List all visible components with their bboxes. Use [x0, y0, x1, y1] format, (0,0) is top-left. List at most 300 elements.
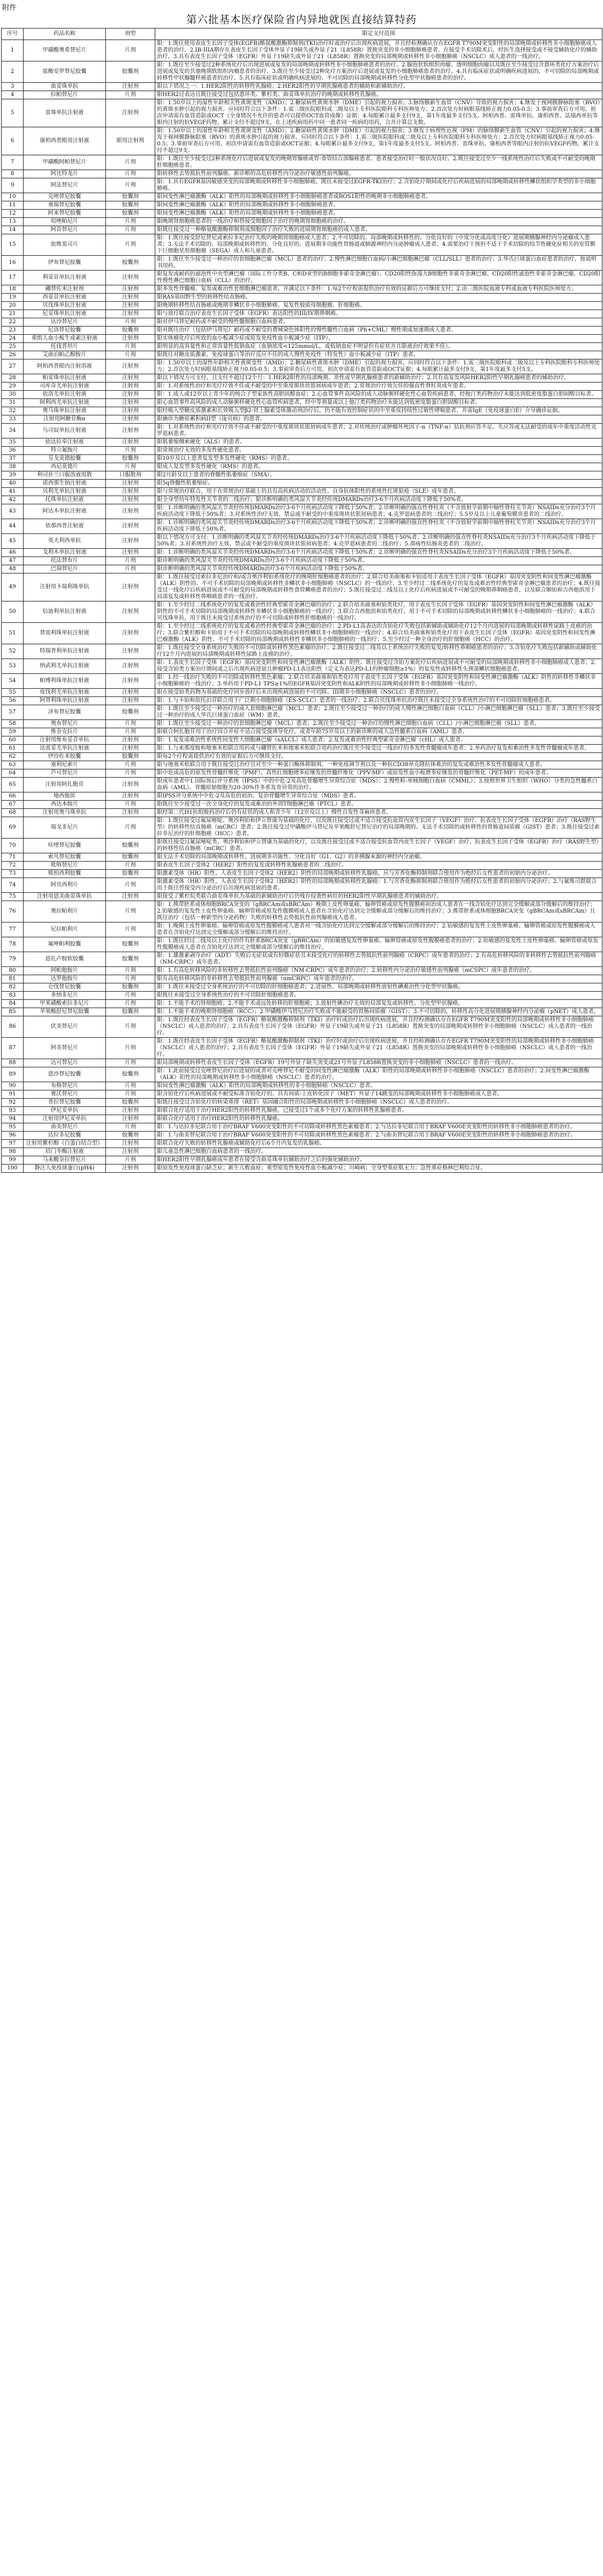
table-row — [2, 310, 602, 318]
dosage-form: 注射剂 — [106, 480, 155, 488]
payment-scope: 限晚期转移性结直肠癌或晚期非鳞状非小细胞肺癌、复发性胶质母细胞瘤、肝细胞癌。 — [155, 302, 602, 310]
dosage-form: 胶囊剂 — [106, 327, 155, 335]
row-number: 57 — [2, 705, 24, 720]
payment-scope: 限多发性骨髓瘤、复发或难治性套细胞淋巴瘤患者，并满足以下条件：1.每2个疗程需提供治疗有效的证据后方可继续支付；2.由三级医院血液专科或血液专科医院医师处方。 — [155, 285, 602, 294]
row-number: 40 — [2, 480, 24, 488]
dosage-form: 注射剂 — [106, 644, 155, 659]
table-row — [2, 519, 602, 534]
table-row — [2, 975, 602, 983]
dosage-form: 注射剂 — [106, 893, 155, 901]
drug-name: 哌柏西利胶囊 — [24, 870, 106, 878]
table-row — [2, 967, 602, 975]
payment-scope: 限：1.复发或难治性系统性间变性大细胞淋巴瘤（sALCL）成人患者；2.复发或难治性经典型霍奇金淋巴瘤（cHL）成人患者。 — [155, 736, 602, 745]
dosage-form: 注射剂 — [106, 374, 155, 383]
dosage-form: 注射剂 — [106, 294, 155, 302]
dosage-form: 注射剂 — [106, 549, 155, 557]
row-number: 52 — [2, 644, 24, 659]
dosage-form: 片剂 — [106, 878, 155, 893]
row-number: 83 — [2, 992, 24, 1000]
dosage-form: 片剂 — [106, 565, 155, 573]
payment-scope: 限既往未接受过全身系统性治疗的不可切除肝细胞癌患者。 — [155, 992, 602, 1000]
dosage-form: 注射剂 — [106, 391, 155, 399]
payment-scope: 限以下情况之一：1.HER2阳性的转移性乳腺癌；2.HER2阳性的早期乳腺癌患者的辅助和新辅助治疗。 — [155, 83, 602, 91]
row-number: 81 — [2, 975, 24, 983]
table-row — [2, 983, 602, 992]
table-row — [2, 1016, 602, 1038]
drug-name: 乌司奴单抗注射液 — [24, 424, 106, 438]
table-row — [2, 736, 602, 745]
payment-scope: 限：1.既往至少接受过2种系统化疗后出现进展或复发的局部晚期或转移性非小细胞肺癌患者的治疗。2.腺泡状软组织肉瘤、透明细胞肉瘤以及既往至少接受过含蒽环类化疗方案治疗后进展或复发的其他晚期软组织肉瘤患者的治疗。3.既往至少接受过2种化疗方案治疗后进展或复发的小细胞肺癌患者的治疗。4.具有临床症状或明确疾病进展的、不可切除的局部晚期或转移性甲状腺髓样癌患者的治疗。5.具有临床症状或明确疾病进展的、不可切除的局部晚期或转移性分化型甲状腺癌患者的治疗。 — [155, 61, 602, 83]
payment-scope: 限经吸入型糖皮质激素和长效吸入型β2-肾上腺素受体激动剂治疗后，仍不能有效控制症状的中至重度持续性过敏性哮喘患者，并需IgE（免疫球蛋白E）介导确诊证据。 — [155, 407, 602, 415]
payment-scope: 限：1.既往经表皮生长因子受体（EGFR）酪氨酸激酶抑制剂（TKI）治疗时或治疗后出现疾病进展，并且经检测确认存在EGFR T790M突变阳性的局部晚期或转移性非小细胞肺癌（NSCLC）成人患者的治疗；2.具有表皮生长因子受体（EGFR）外显子19缺失或外显子21（L858R）置换突变的局部晚期或转移性非小细胞肺癌（NSCLC）成人患者的一线治疗。 — [155, 1038, 602, 1059]
payment-scope: 限联合化疗适用于治疗HER2阳性的转移性乳腺癌，已接受过1个或多个化疗方案的转移性乳腺癌患者。 — [155, 1107, 602, 1115]
drug-name: 西尼莫德片 — [24, 463, 106, 471]
row-number: 66 — [2, 792, 24, 801]
table-row — [2, 294, 602, 302]
row-number: 46 — [2, 549, 24, 557]
table-row — [2, 1165, 602, 1173]
table-row — [2, 674, 602, 689]
row-number: 92 — [2, 1099, 24, 1107]
payment-scope: 限：1.诊断明确的类风湿关节炎经传统DMARDs治疗3-6个月疾病活动度下降低于50%者；2.诊断明确的强直性脊柱炎（不含放射学前期中轴性脊柱关节炎）NSAIDs充分治疗3个月疾病活动度下降低于50%者；3.对系统性治疗无效、禁忌或不耐受的中重度斑块状银屑病患者；4.克罗恩病患者的二线治疗；5.5岁及以上儿童葡萄膜炎患者的二线治疗。 — [155, 504, 602, 519]
drug-name: 静注人免疫球蛋白(pH4) — [24, 1165, 106, 1173]
row-number: 31 — [2, 399, 24, 407]
dosage-form: 眼用注射剂 — [106, 127, 155, 155]
dosage-form: 注射剂 — [106, 504, 155, 519]
table-row — [2, 178, 602, 193]
payment-scope: 限：1.既往经表皮生长因子受体（EGFR）酪氨酸激酶抑制剂（TKI）治疗时或治疗后出现疾病进展，并且经检测确认存在EGFR T790M突变阳性的局部晚期或转移性非小细胞肺癌（NSCLC）成人患者的治疗；2.具有表皮生长因子受体（EGFR）外显子19缺失或外显子21（L858R）置换突变的局部晚期或转移性非小细胞肺癌（NSCLC）成人患者的一线治疗。 — [155, 1016, 602, 1038]
table-row — [2, 480, 602, 488]
row-number: 70 — [2, 839, 24, 853]
drug-name: 注射用阿糖苷酶α — [24, 415, 106, 424]
table-row — [2, 644, 602, 659]
row-number: 86 — [2, 1016, 24, 1038]
dosage-form: 胶囊剂 — [106, 853, 155, 862]
table-row — [2, 438, 602, 447]
table-row — [2, 1059, 602, 1067]
table-row — [2, 391, 602, 399]
drug-name: 恩沙替尼胶囊 — [24, 1067, 106, 1082]
table-row — [2, 937, 602, 952]
row-number: 53 — [2, 659, 24, 674]
drug-name: 度伐利尤单抗注射液 — [24, 689, 106, 697]
row-number: 30 — [2, 391, 24, 399]
dosage-form: 片剂 — [106, 923, 155, 937]
dosage-form: 注射剂 — [106, 424, 155, 438]
dosage-form: 胶囊剂 — [106, 839, 155, 853]
table-row — [2, 769, 602, 778]
drug-name: 甲磺酸阿帕替尼片 — [24, 155, 106, 170]
drug-name: 培唑帕尼片 — [24, 218, 106, 226]
drug-name: 利妥昔单抗注射液 — [24, 271, 106, 285]
drug-name: 替雷利珠单抗注射液 — [24, 623, 106, 644]
payment-scope: 限：1.与卡铂和依托泊苷联合用于广泛期小细胞肺癌（ES-SCLC）患者的一线治疗；2.联合贝伐珠单抗治疗既往未接受过全身系统性治疗的不可切除肝细胞癌患者。 — [155, 697, 602, 705]
dosage-form: 注射剂 — [106, 399, 155, 407]
payment-scope: 限联合化疗适用于治疗HER2阳性的转移性乳腺癌。 — [155, 1115, 602, 1123]
payment-scope: 限：1.既往至少接受过一种治疗的成人套细胞淋巴瘤（MCL）患者；2.既往至少接受过一种治疗的成人慢性淋巴细胞白血病（CLL）/小淋巴细胞淋巴瘤（SLL）患者；3.既往至少接受过一种治疗的成人华氏巨球蛋白血症（WM）患者。 — [155, 705, 602, 720]
payment-scope: 限：1.既往至少接受过一种治疗的套细胞淋巴瘤（MCL）患者的治疗；2.慢性淋巴细胞白血病/小淋巴细胞淋巴瘤（CLL/SLL）患者的治疗；3.华氏巨球蛋白血症患者的治疗，按说明书用药。 — [155, 256, 602, 271]
table-row — [2, 659, 602, 674]
row-number: 85 — [2, 1008, 24, 1016]
payment-scope: 限间变性淋巴瘤激酶（ALK）阳性的局部晚期或转移性非小细胞肺癌患者。 — [155, 210, 602, 218]
dosage-form: 注射剂 — [106, 778, 155, 792]
dosage-form: 片剂 — [106, 1038, 155, 1059]
row-number: 71 — [2, 853, 24, 862]
drug-name: 康柏西普眼用注射液 — [24, 127, 106, 155]
drug-name: 阿柏西普眼内注射溶液 — [24, 359, 106, 374]
drug-name: 甲苯磺酸索拉非尼片 — [24, 1000, 106, 1008]
payment-scope: 限接受了紫杉烷类联合曲妥珠单抗为基础的新辅助治疗后仍残存侵袭性病灶的HER2阳性早期乳腺癌患者的辅助治疗。 — [155, 893, 602, 901]
row-number: 96 — [2, 1132, 24, 1140]
dosage-form: 注射剂 — [106, 302, 155, 310]
drug-name: 阿比特龙片 — [24, 170, 106, 178]
payment-scope: 限：1.对系统性治疗和光疗疗效不佳或不耐受的中至重度斑块状银屑病成年患者；2.常规治疗疗效欠佳的强直性脊柱炎成年患者。 — [155, 383, 602, 391]
payment-scope: 限每2个疗程需提供治疗有效的证据后方可继续支付。 — [155, 753, 602, 761]
drug-name: 伊布替尼胶囊 — [24, 256, 106, 271]
table-row — [2, 226, 602, 234]
drug-name: 地西他滨 — [24, 792, 106, 801]
dosage-form: 片剂 — [106, 720, 155, 728]
dosage-form: 口服散剂 — [106, 471, 155, 480]
drug-name: 依维莫司片 — [24, 234, 106, 256]
row-number: 9 — [2, 178, 24, 193]
payment-scope: 限既往至少接受过一次全身化疗的复发或难治的外周T细胞淋巴瘤（PTCL）患者。 — [155, 801, 602, 809]
table-row — [2, 862, 602, 870]
table-row — [2, 471, 602, 480]
drug-name: 帕博利珠单抗注射液 — [24, 674, 106, 689]
dosage-form: 注射剂 — [106, 1165, 155, 1173]
drug-name: 阿替利珠单抗注射液 — [24, 697, 106, 705]
drug-name: 戈利木单抗注射液 — [24, 549, 106, 557]
row-number: 73 — [2, 870, 24, 878]
payment-scope: 限5q脊髓性肌萎缩症。 — [155, 480, 602, 488]
dosage-form: 注射剂 — [106, 697, 155, 705]
row-number: 27 — [2, 359, 24, 374]
table-row — [2, 565, 602, 573]
dosage-form: 注射剂 — [106, 792, 155, 801]
payment-scope: 限联合化疗失败的转移性乳腺癌或辅助化疗后6个月内复发的乳腺癌。 — [155, 1140, 602, 1148]
payment-scope: 限：1.晚期上皮性卵巢癌、输卵管癌或原发性腹膜癌成人患者对一线含铂化疗达到完全缓解或部分缓解后的维持治疗；2.铂敏感的复发性上皮性卵巢癌、输卵管癌或原发性腹膜癌成人患者在含铂化疗达到完全缓解或部分缓解后的维持治疗。 — [155, 923, 602, 937]
dosage-form: 片剂 — [106, 557, 155, 565]
dosage-form: 注射剂 — [106, 534, 155, 549]
row-number: 76 — [2, 901, 24, 923]
table-row — [2, 407, 602, 415]
row-number: 29 — [2, 383, 24, 391]
drug-name: 奥拉帕利片 — [24, 901, 106, 923]
table-row — [2, 557, 602, 565]
drug-name: 特瑞普利单抗注射液 — [24, 644, 106, 659]
table-row — [2, 463, 602, 471]
row-number: 3 — [2, 83, 24, 91]
dosage-form: 胶囊剂 — [106, 61, 155, 83]
row-number: 61 — [2, 745, 24, 753]
payment-scope: 限HER2阳性早期乳腺癌成年患者在接受含曲妥珠单抗辅助治疗之后的强化辅助治疗。 — [155, 1156, 602, 1165]
row-number: 24 — [2, 335, 24, 343]
dosage-form: 片剂 — [106, 1059, 155, 1067]
drug-table — [1, 28, 602, 1173]
payment-scope: 限HER2过表达且既往接受过包括蒽环类、紫杉类、曲妥珠单抗治疗的晚期或转移性乳腺癌。 — [155, 91, 602, 99]
row-number: 25 — [2, 343, 24, 351]
payment-scope: 限以下情况方可支付，且支付不超过12个月：1.HER2阳性的局部晚期、炎性或早期乳腺癌患者的新辅助治疗；2.具有高复发风险HER2阳性早期乳腺癌患者的辅助治疗。 — [155, 374, 602, 383]
row-number: 1 — [2, 40, 24, 61]
payment-scope: 限诊断明确的类风湿关节炎经传统DMARDs治疗3-6个月疾病活动度下降低于50%者。 — [155, 565, 602, 573]
row-number: 67 — [2, 801, 24, 809]
payment-scope: 限激素受体（HR）阳性、人表皮生长因子受体2（HER2）阴性的局部晚期或转移性乳腺癌：1.与芳香化酶抑制剂联合使用作为绝经后女性患者的初始内分泌治疗；2.与氟维司群联合用于既往曾接受内分泌治疗后出现疾病进展的患者。 — [155, 878, 602, 893]
drug-name: 注射用卡瑞利珠单抗 — [24, 573, 106, 601]
row-number: 34 — [2, 424, 24, 438]
drug-name: 阿贝西利片 — [24, 878, 106, 893]
dosage-form: 注射剂 — [106, 659, 155, 674]
row-number: 17 — [2, 271, 24, 285]
drug-name: 雷珠单抗注射液 — [24, 99, 106, 127]
payment-scope: 限对既往治疗（包括伊马替尼）耐药或不耐受的费城染色体阳性的慢性髓性白血病（Ph+CML）慢性期或加速期成人患者。 — [155, 327, 602, 335]
dosage-form: 注射剂 — [106, 601, 155, 623]
row-number: 43 — [2, 504, 24, 519]
row-number: 16 — [2, 256, 24, 271]
drug-name: 阿美替尼片 — [24, 1038, 106, 1059]
drug-name: 奥马珠单抗注射液 — [24, 407, 106, 415]
dosage-form: 胶囊剂 — [106, 201, 155, 210]
table-row — [2, 853, 602, 862]
row-number: 22 — [2, 318, 24, 327]
dosage-form: 注射剂 — [106, 1115, 155, 1123]
table-row — [2, 351, 602, 359]
row-number: 78 — [2, 937, 24, 952]
drug-name: 硼替佐米注射剂 — [24, 285, 106, 294]
drug-name: 注射用奥马珠单抗 — [24, 809, 106, 817]
drug-name: 索凡替尼胶囊 — [24, 853, 106, 862]
drug-name: 达罗他胺片 — [24, 975, 106, 983]
row-number: 48 — [2, 565, 24, 573]
table-row — [2, 399, 602, 407]
payment-scope: 限：1.与来那度胺和地塞米松联合用药或与硼替佐米和地塞米松联合用药治疗既往至少接受过一线治疗的多发性骨髓瘤成年患者；2.单药治疗复发和难治性多发性骨髓瘤成年患者。 — [155, 745, 602, 753]
payment-scope: 限：1.既往接受舒尼替尼或索拉非尼治疗失败的晚期肾细胞癌成人患者；2.不可切除的、局部晚期或转移性的、分化良好的（中度分化或高度分化）进展期胰腺神经内分泌瘤成人患者；3.无法手术切除的、局部晚期或转移性的、分化良好的、进展期非功能性胃肠道或肺源神经内分泌肿瘤成人患者；4.需要治疗干预但不适于手术切除的结节性硬化症相关的室管膜下巨细胞星形细胞瘤（SEGA）成人和儿童患者。 — [155, 234, 602, 256]
payment-scope: 限成年患者中1.国际预后评分系统（IPSS）中的中危-2及高危骨髓增生异常综合征（MDS）；2.慢性粒-单核细胞白血病（CMML）；3.按照世界卫生组织（WHO）分类的急性髓系白血病（AML）、骨髓原始细胞为20-30%伴多系发育异常的治疗。 — [155, 778, 602, 792]
row-number: 35 — [2, 438, 24, 447]
payment-scope: 限：1.诊断明确的类风湿关节炎经传统DMARDs治疗3-6个月疾病活动度下降低于50%者；2.诊断明确的强直性脊柱炎（不含放射学前期中轴性脊柱关节炎）NSAIDs充分治疗3个月疾病活动度下降低于50%者。 — [155, 519, 602, 534]
dosage-form: 片剂 — [106, 1090, 155, 1099]
payment-scope: 限对伊马替尼耐药或不耐受的慢性髓细胞白血病患者。 — [155, 318, 602, 327]
dosage-form: 注射剂 — [106, 674, 155, 689]
table-row — [2, 792, 602, 801]
payment-scope: 限：1.既往接受过索拉非尼治疗和/或含奥沙利铂系统化疗的晚期肝细胞癌患者的治疗；2.联合培美曲塞和卡铂适用于表皮生长因子受体（EGFR）基因突变阴性和间变性淋巴瘤激酶（ALK）阴性的、不可手术切除的局部晚期或转移性非鳞状非小细胞肺癌（NSCLC）的一线治疗；3.至少经过二线系统化疗的复发或难治性经典型霍奇金淋巴瘤患者的治疗；4.既往接受过一线化疗后疾病进展或不可耐受的局部晚期或转移性食管鳞癌患者的治疗；5.既往接受过二线及以上化疗后疾病进展或不可耐受的晚期鼻咽癌患者，以及联合顺铂和吉西他滨用于局部复发或转移性鼻咽癌患者的一线治疗。 — [155, 573, 602, 601]
table-row — [2, 415, 602, 424]
table-row — [2, 91, 602, 99]
payment-scope: 限联合阿扎胞苷用于治疗因合并症不适合接受强诱导化疗，或者年龄75岁及以上的新诊断的成人急性髓系白血病（AML）患者。 — [155, 728, 602, 736]
payment-scope: 限：1.成人或12岁以上青少年的纯合子型家族性高胆固醇血症；2.心血管事件高风险的成人动脉粥样硬化性心血管疾病患者，经他汀类药物治疗未能达到低密度脂蛋白胆固醇目标者。 — [155, 391, 602, 399]
dosage-form: 片剂 — [106, 318, 155, 327]
payment-scope: 限确诊为糖原累积病II型（庞贝病）的患者。 — [155, 415, 602, 424]
drug-name: 伊尼妥单抗 — [24, 1107, 106, 1115]
payment-scope: 限含铂化疗后疾病进展或不耐受标准含铂化疗的、具有间质-上皮转化因子（MET）外显子14跳变的局部晚期或转移性非小细胞肺癌成人患者。 — [155, 1090, 602, 1099]
table-row — [2, 359, 602, 374]
dosage-form: 注射剂 — [106, 310, 155, 318]
table-row — [2, 496, 602, 504]
payment-scope: 限：1.50岁以上的湿性年龄相关性黄斑变性（AMD）；2.糖尿病性黄斑水肿（DME）引起的视力损害；3.脉络膜新生血管（CNV）导致的视力损害；4.继发于视网膜静脉阻塞（RVO）的黄斑水肿引起的视力损害。应同时符合以下条件：1.需三级医院眼科或二级及以上专科医院眼科专科医师处方；2.首次处方时病眼基线矫正视力0.05-0.5；3.事前审查后方可用，初次申请需有血管造影或OCT（全身情况不允许的患者可以提供OCT血管成像）证据；4.每眼累计最多支付9支，第1年度最多支付5支。阿柏西普、雷珠单抗、康柏西普、法瑞西单抗等眼内注射的抗VEGF药物，累计支付不超过9支，在上述疾病用药中同一患者同一疾病的用药，合并计算总支数。 — [155, 99, 602, 127]
payment-scope: 限RAS基因野生型的转移性结直肠癌。 — [155, 294, 602, 302]
dosage-form: 片剂 — [106, 975, 155, 983]
row-number: 87 — [2, 1038, 24, 1059]
dosage-form: 注射剂 — [106, 335, 155, 343]
row-number: 80 — [2, 967, 24, 975]
table-row — [2, 1099, 602, 1107]
payment-scope: 限间变性淋巴瘤激酶（ALK）阳性的局部晚期或转移性非小细胞肺癌患者或ROS1阳性的晚期非小细胞肺癌患者。 — [155, 193, 602, 201]
row-number: 50 — [2, 601, 24, 623]
row-number: 75 — [2, 893, 24, 901]
table-row — [2, 601, 602, 623]
table-row — [2, 778, 602, 792]
dosage-form: 胶囊剂 — [106, 753, 155, 761]
drug-name: 吡咯替尼片 — [24, 862, 106, 870]
drug-name: 注射用维布妥昔单抗 — [24, 736, 106, 745]
payment-scope: 限复发或耐药的滤泡性中央型淋巴瘤（国际工作分类B、C和D亚型的B细胞非霍奇金淋巴瘤）、CD20阳性弥漫大B细胞性非霍奇金淋巴瘤、CD20阳性滤泡性非霍奇金淋巴瘤、CD20阳性慢性淋巴细胞白血病（CLL）的治疗。 — [155, 271, 602, 285]
payment-scope: 限全身型幼年特发性关节炎的二线治疗；限诊断明确的类风湿关节炎经传统DMARDs治疗3-6个月疾病活动度下降低于50%者。 — [155, 496, 602, 504]
header-dosage-form: 剂型 — [106, 29, 155, 40]
drug-name: 达雷妥尤单抗注射液 — [24, 745, 106, 753]
row-number: 79 — [2, 952, 24, 967]
table-row — [2, 839, 602, 853]
row-number: 89 — [2, 1067, 24, 1082]
dosage-form: 胶囊剂 — [106, 983, 155, 992]
dosage-form: 片剂 — [106, 769, 155, 778]
payment-scope: 限无法手术切除的局部晚期或转移性、进展期非功能性、分化良好（G1、G2）的非胰腺来源的神经内分泌瘤。 — [155, 853, 602, 862]
drug-name: 艾曲泊帕乙醇胺片 — [24, 351, 106, 359]
dosage-form: 片剂 — [106, 862, 155, 870]
row-number: 20 — [2, 302, 24, 310]
header-drug-name: 药品名称 — [24, 29, 106, 40]
drug-name: 苹果酸舒尼替尼胶囊 — [24, 1008, 106, 1016]
payment-scope: 限：1.与曲美替尼联合用于治疗BRAF V600突变阳性的不可切除或转移性黑色素瘤患者；2.与曲美替尼联合用于BRAF V600E突变阳性的转移性非小细胞肺癌患者的治疗。 — [155, 1132, 602, 1140]
dosage-form: 注射剂 — [106, 519, 155, 534]
drug-name: 阿来替尼胶囊 — [24, 210, 106, 218]
table-row — [2, 318, 602, 327]
drug-name: 阿昔替尼片 — [24, 226, 106, 234]
payment-scope: 限明显的高容量性和正常容量性低钠血症（血钠浓度<125mmol/L，或低钠血症不明显但有症状并且限液治疗效果不佳）。 — [155, 343, 602, 351]
drug-name: 托法替布片 — [24, 557, 106, 565]
row-number: 90 — [2, 1082, 24, 1090]
row-number: 11 — [2, 201, 24, 210]
payment-scope: 限：1.既往至少接受过一种治疗的套细胞淋巴瘤（MCL）患者；2.既往至少接受过一种治疗的慢性淋巴细胞白血病（CLL）/小淋巴细胞淋巴瘤（SLL）患者。 — [155, 720, 602, 728]
row-number: 65 — [2, 778, 24, 792]
table-row — [2, 193, 602, 201]
drug-name: 拉帕替尼片 — [24, 91, 106, 99]
table-row — [2, 1132, 602, 1140]
drug-name: 多纳非尼片 — [24, 992, 106, 1000]
table-row — [2, 809, 602, 817]
drug-name: 阿法替尼片 — [24, 178, 106, 193]
row-number: 74 — [2, 878, 24, 893]
table-row — [2, 801, 602, 809]
payment-scope: 限常规治疗无效的多发性硬化患者。 — [155, 447, 602, 455]
payment-scope: 限：1.既往使用表皮生长因子受体(EGFR)酪氨酸激酶抑制剂(TKI)治疗时或治疗后出现疾病进展，并且经检测确认存在EGFR T790M突变阳性的局部晚期或转移性非小细胞肺癌成人患者的治疗。2.IB-IIIA期存在表皮生长因子受体外显子19缺失或外显子21（L858R）置换突变的非小细胞肺癌患者，在接受手术切除术后，经医生选择接受或不接受辅助化疗的辅助治疗。3.具有表皮生长因子受体（EGFR）外显子19缺失或外显子21（L858R）置换突变的局部晚期或转移性非小细胞肺癌（NSCLC）成人患者的一线治疗。 — [155, 40, 602, 61]
row-number: 5 — [2, 99, 24, 127]
table-row — [2, 271, 602, 285]
table-row — [2, 99, 602, 127]
payment-scope: 限间变性淋巴瘤激酶（ALK）阳性的局部晚期或转移性非小细胞肺癌患者。 — [155, 201, 602, 210]
drug-name: 阿达木单抗注射液 — [24, 504, 106, 519]
table-row — [2, 1067, 602, 1082]
table-row — [2, 327, 602, 335]
row-number: 100 — [2, 1165, 24, 1173]
row-number: 49 — [2, 573, 24, 601]
table-row — [2, 573, 602, 601]
drug-name: 克唑替尼胶囊 — [24, 193, 106, 201]
header-no: 序号 — [2, 29, 24, 40]
dosage-form: 片剂 — [106, 351, 155, 359]
table-row — [2, 455, 602, 463]
table-row — [2, 1008, 602, 1016]
row-number: 39 — [2, 471, 24, 480]
drug-name: 维奈克拉片 — [24, 728, 106, 736]
payment-scope: 限10岁及以上患者复发型多发性硬化（RMS）的患者。 — [155, 455, 602, 463]
payment-scope: 限局部晚期或转移性表皮生长因子受体（EGFR）19号外显子缺失突变或21号外显子L858R置换突变的非小细胞肺癌（NSCLC）患者的一线治疗。 — [155, 1059, 602, 1067]
dosage-form: 片剂 — [106, 218, 155, 226]
payment-scope: 限：1.经一线治疗失败的不可切除或转移性黑色素瘤；2.联合培美曲塞和铂类化疗用于表皮生长因子受体（EGFR）基因突变阴性和间变性淋巴瘤激酶（ALK）阴性的转移性非鳞状非小细胞肺癌的一线治疗；3.单药用于PD-L1 TPS≥1%的EGFR基因突变阴性和ALK阴性的局部晚期或转移性非小细胞肺癌一线治疗。 — [155, 674, 602, 689]
row-number: 99 — [2, 1156, 24, 1165]
dosage-form: 注射剂 — [106, 496, 155, 504]
dosage-form: 注射剂 — [106, 271, 155, 285]
table-row — [2, 705, 602, 720]
dosage-form: 片剂 — [106, 343, 155, 351]
drug-name: 伏美替尼片 — [24, 1016, 106, 1038]
dosage-form: 胶囊剂 — [106, 870, 155, 878]
payment-scope: 限成人复发型多发性硬化（RMS）的患者。 — [155, 463, 602, 471]
table-row — [2, 1082, 602, 1090]
drug-name: 依达拉奉注射液 — [24, 438, 106, 447]
row-number: 23 — [2, 327, 24, 335]
page-title: 第六批基本医疗保险省内异地就医直接结算特药 — [186, 14, 417, 26]
payment-scope: 限与常规治疗联合，用于在常规治疗基础上仍具有高疾病活动的活动性、自身抗体阳性的系统性红斑狼疮（SLE）成年患者。 — [155, 488, 602, 496]
payment-scope: 限：1.与达拉非尼联合用于治疗BRAF V600突变阳性的不可切除或转移性黑色素瘤患者；2.与达拉非尼联合用于BRAF V600E突变阳性的转移性非小细胞肺癌患者的治疗。 — [155, 1123, 602, 1132]
row-number: 45 — [2, 534, 24, 549]
table-row — [2, 761, 602, 769]
drug-name: 芦可替尼片 — [24, 769, 106, 778]
drug-name: 重组人血小板生成素注射液 — [24, 335, 106, 343]
dosage-form: 片剂 — [106, 761, 155, 769]
table-row — [2, 61, 602, 83]
table-row — [2, 218, 602, 226]
dosage-form: 胶囊剂 — [106, 1008, 155, 1016]
table-header-row — [2, 29, 602, 40]
row-number: 97 — [2, 1140, 24, 1148]
drug-name: 马来酸奈拉替尼片 — [24, 1156, 106, 1165]
table-row — [2, 1107, 602, 1115]
payment-scope: 限IPSS评分系统中中危-2及高危的初治、复治骨髓增生异常综合征（MDS）患者。 — [155, 792, 602, 801]
table-row — [2, 923, 602, 937]
drug-name: 氟唑帕利胶囊 — [24, 937, 106, 952]
payment-scope: 限：1.既往接受全身系统治疗失败的不可切除或转移性黑色素瘤的治疗；2.既往接受过二线及以上系统治疗失败的复发/转移性鼻咽癌患者的治疗；3.含铂化疗失败包括新辅助或辅助化疗12个月内进展的局部晚期或转移性尿路上皮癌的治疗。 — [155, 644, 602, 659]
dosage-form: 片剂 — [106, 91, 155, 99]
payment-scope: 限实体瘤化疗后所致的血小板减少症或原发免疫性血小板减少症（ITP）。 — [155, 335, 602, 343]
row-number: 64 — [2, 769, 24, 778]
payment-scope: 限：1.既往接受过氟尿嘧啶、奥沙利铂和伊立替康为基础的化疗，以及既往接受过或不适合接受抗血管内皮生长因子（VEGF）治疗、抗表皮生长因子受体（EGFR）治疗（RAS野生型）的转移性结直肠癌（mCRC）患者；2.既往接受过甲磺酸伊马替尼及苹果酸舒尼替尼治疗的局部晚期的、无法手术切除的或转移性的胃肠道间质瘤（GIST）患者；3.既往接受过索拉非尼治疗的肝细胞癌（HCC）患者。 — [155, 817, 602, 839]
table-row — [2, 753, 602, 761]
table-row — [2, 720, 602, 728]
table-row — [2, 83, 602, 91]
dosage-form: 胶囊剂 — [106, 455, 155, 463]
payment-scope: 限：1.不能手术的肾细胞癌；2.不能手术或远处转移的肝细胞癌；3.放射性碘治疗无效的局部复发或转移性、分化型甲状腺癌。 — [155, 1000, 602, 1008]
table-row — [2, 155, 602, 170]
table-row — [2, 1115, 602, 1123]
dosage-form: 胶囊剂 — [106, 1067, 155, 1082]
attachment-label: 附件 — [2, 4, 17, 12]
payment-scope: 限既往接受过一种酪氨酸激酶抑制剂或细胞因子治疗失败的进展期肾细胞癌的成人患者。 — [155, 226, 602, 234]
drug-name: 注射用阿扎胞苷 — [24, 778, 106, 792]
dosage-form: 片剂 — [106, 817, 155, 839]
dosage-form: 片剂 — [106, 1082, 155, 1090]
payment-scope: 限转移性去势抵抗性前列腺癌、新诊断的高危转移性内分泌治疗敏感性前列腺癌。 — [155, 170, 602, 178]
row-number: 51 — [2, 623, 24, 644]
